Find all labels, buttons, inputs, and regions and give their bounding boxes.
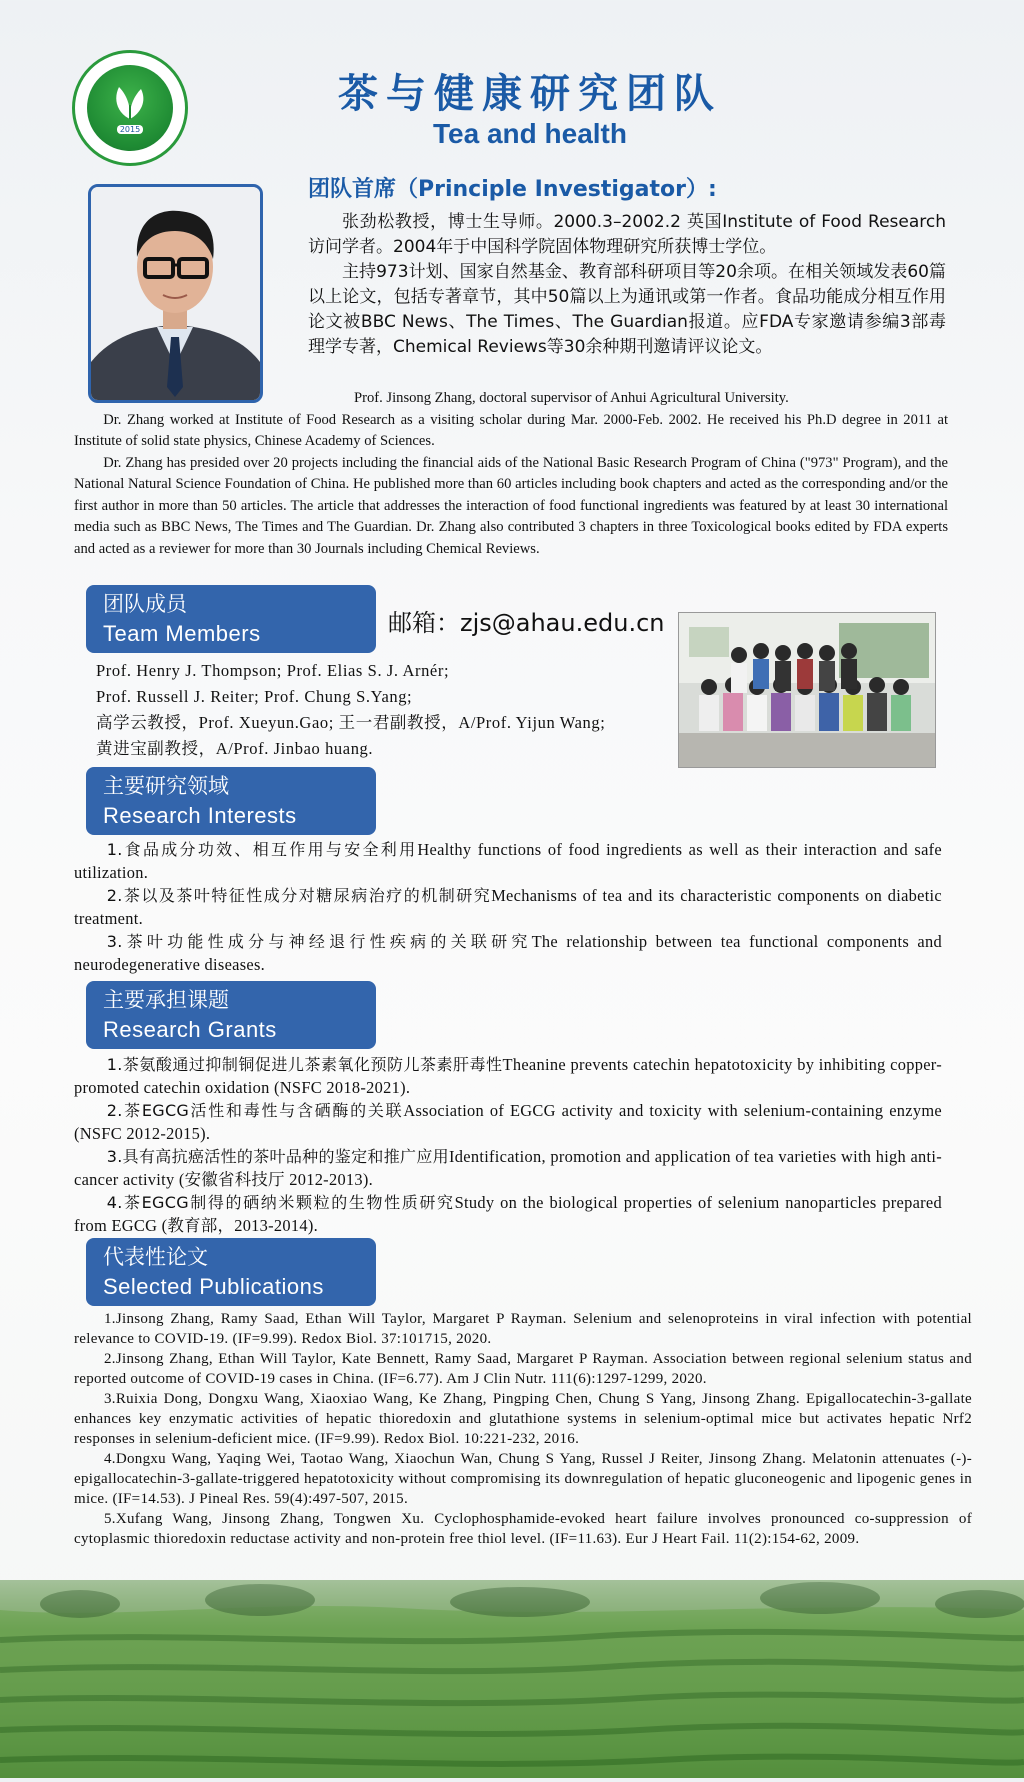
member-line: Prof. Henry J. Thompson; Prof. Elias S. J. Arnér; (96, 661, 450, 680)
leaf-icon (87, 65, 173, 151)
research-interests-heading (86, 767, 376, 835)
list-item: 5.Xufang Wang, Jinsong Zhang, Tongwen Xu. Cyclophosphamide-evoked heart failure involves pronounced co-suppression of cytoplasmic thioredoxin reductase activity and non-protein free thiol level. (IF=11.63). Eur J Heart Fail. 11(2):154-62, 2009. (74, 1511, 972, 1547)
section-heading-en: Team Members (103, 621, 261, 646)
logo-year: 2015 (117, 125, 143, 134)
member-line: 黄进宝副教授，A/Prof. Jinbao huang. (96, 739, 374, 758)
pi-portrait (88, 184, 263, 403)
list-item: 1.Jinsong Zhang, Ramy Saad, Ethan Will Taylor, Margaret P Rayman. Selenium and selenoproteins in viral infection with potential relevance to COVID-19. (IF=9.99). Redox Biol. 37:101715, 2020. (74, 1311, 972, 1347)
section-heading-en: Research Interests (103, 803, 297, 828)
section-heading-cn: 主要研究领域 (103, 774, 229, 798)
publications-heading (86, 1238, 376, 1306)
page-title-en: Tea and health (433, 118, 627, 149)
research-grants-heading (86, 981, 376, 1049)
team-members-heading (86, 585, 376, 653)
list-item: 3.茶叶功能性成分与神经退行性疾病的关联研究The relationship between tea functional components and neurodegenerative diseases. (74, 932, 942, 974)
section-heading-en: Selected Publications (103, 1274, 324, 1299)
pi-bio-cn-paragraph: 张劲松教授，博士生导师。2000.3–2002.2 英国Institute of Food Research访问学者。2004年于中国科学院固体物理研究所获博士学位。 (308, 212, 946, 257)
contact-email[interactable]: 邮箱：zjs@ahau.edu.cn (388, 609, 665, 637)
list-item: 2.茶以及茶叶特征性成分对糖尿病治疗的机制研究Mechanisms of tea and its characteristic components on diabetic treatment. (74, 886, 942, 928)
tea-plantation-image (0, 1580, 1024, 1778)
list-item: 3.具有高抗癌活性的茶叶品种的鉴定和推广应用Identification, promotion and application of tea varieties with high anti-cancer activity (安徽省科技厅 2012-2013). (74, 1147, 942, 1189)
list-item: 2.Jinsong Zhang, Ethan Will Taylor, Kate Bennett, Ramy Saad, Margaret P Rayman. Association between regional selenium status and reported outcome of COVID-19 cases in China. (IF=6.77). Am J Clin Nutr. 111(6):1297-1299, 2020. (74, 1351, 972, 1387)
list-item: 1.食品成分功效、相互作用与安全利用Healthy functions of food ingredients as well as their interaction and safe utilization. (74, 840, 942, 882)
pi-bio-en-paragraph: Dr. Zhang worked at Institute of Food Research as a visiting scholar during Mar. 2000-Feb. 2002. He received his Ph.D degree in 2011 at Institute of solid state physics, Chinese Academy of Sciences. (74, 411, 948, 449)
section-heading-cn: 主要承担课题 (103, 988, 229, 1012)
list-item: 2.茶EGCG活性和毒性与含硒酶的关联Association of EGCG activity and toxicity with selenium-containing enzyme (NSFC 2012-2015). (74, 1101, 942, 1143)
section-heading-en: Research Grants (103, 1017, 277, 1042)
tea-leaf-icon (107, 83, 153, 123)
pi-bio-en (74, 388, 948, 560)
section-heading-cn: 团队成员 (103, 592, 187, 616)
pi-heading: 团队首席（Principle Investigator）: (308, 177, 717, 202)
lab-logo (72, 50, 188, 166)
section-heading-cn: 代表性论文 (103, 1245, 208, 1269)
pi-bio-cn-paragraph: 主持973计划、国家自然基金、教育部科研项目等20余项。在相关领域发表60篇以上论文，包括专著章节，其中50篇以上为通讯或第一作者。食品功能成分相互作用论文被BBC News、The Times、The Guardian报道。应FDA专家邀请参编3部毒理学专著，Chemical Reviews等30余种期刊邀请评议论文。 (308, 262, 946, 357)
member-line: Prof. Russell J. Reiter; Prof. Chung S.Yang; (96, 687, 413, 706)
pi-title-line: Prof. Jinsong Zhang, doctoral supervisor of Anhui Agricultural University. (354, 390, 789, 406)
team-group-photo (678, 612, 936, 768)
member-line: 高学云教授，Prof. Xueyun.Gao; 王一君副教授，A/Prof. Yijun Wang; (96, 713, 606, 732)
list-item: 4.Dongxu Wang, Yaqing Wei, Taotao Wang, Xiaochun Wan, Chung S Yang, Russel J Reiter, Jinsong Zhang. Melatonin attenuates (-)-epigallocatechin-3-gallate-triggered hepatotoxicity without compromising its downregulation of hepatic gluconeogenic and lipogenic genes in mice. (IF=14.53). J Pineal Res. 59(4):497-507, 2015. (74, 1451, 972, 1507)
team-member-list (96, 658, 676, 762)
page-title-cn: 茶与健康研究团队 (338, 71, 722, 117)
research-grant-list (74, 1053, 942, 1237)
pi-bio-en-paragraph: Dr. Zhang has presided over 20 projects including the financial aids of the National Basic Research Program of China ("973" Program), and the National Natural Science Foundation of China. He published more than 60 articles including book chapters and acted as the corresponding and/or the first author in more than 50 articles. The article that addresses the interaction of food functional ingredients was featured by at least 30 international media such as BBC News, The Times and The Guardian. Dr. Zhang also contributed 3 chapters in three Toxicological books edited by FDA experts and acted as a reviewer for more than 30 Journals including Chemical Reviews. (74, 454, 948, 557)
publication-list (74, 1309, 972, 1549)
list-item: 3.Ruixia Dong, Dongxu Wang, Xiaoxiao Wang, Ke Zhang, Pingping Chen, Chung S Yang, Jinsong Zhang. Epigallocatechin-3-gallate enhances key enzymatic activities of hepatic thioredoxin and glutathione systems in selenium-optimal mice but activates hepatic Nrf2 responses in selenium-deficient mice. (IF=9.99). Redox Biol. 10:221-232, 2016. (74, 1391, 972, 1447)
list-item: 1.茶氨酸通过抑制铜促进儿茶素氧化预防儿茶素肝毒性Theanine prevents catechin hepatotoxicity by inhibiting copper-promoted catechin oxidation (NSFC 2018-2021). (74, 1055, 942, 1097)
research-interest-list (74, 838, 942, 976)
list-item: 4.茶EGCG制得的硒纳米颗粒的生物性质研究Study on the biological properties of selenium nanoparticles prepared from EGCG (教育部，2013-2014). (74, 1193, 942, 1235)
pi-bio-cn (308, 210, 946, 360)
